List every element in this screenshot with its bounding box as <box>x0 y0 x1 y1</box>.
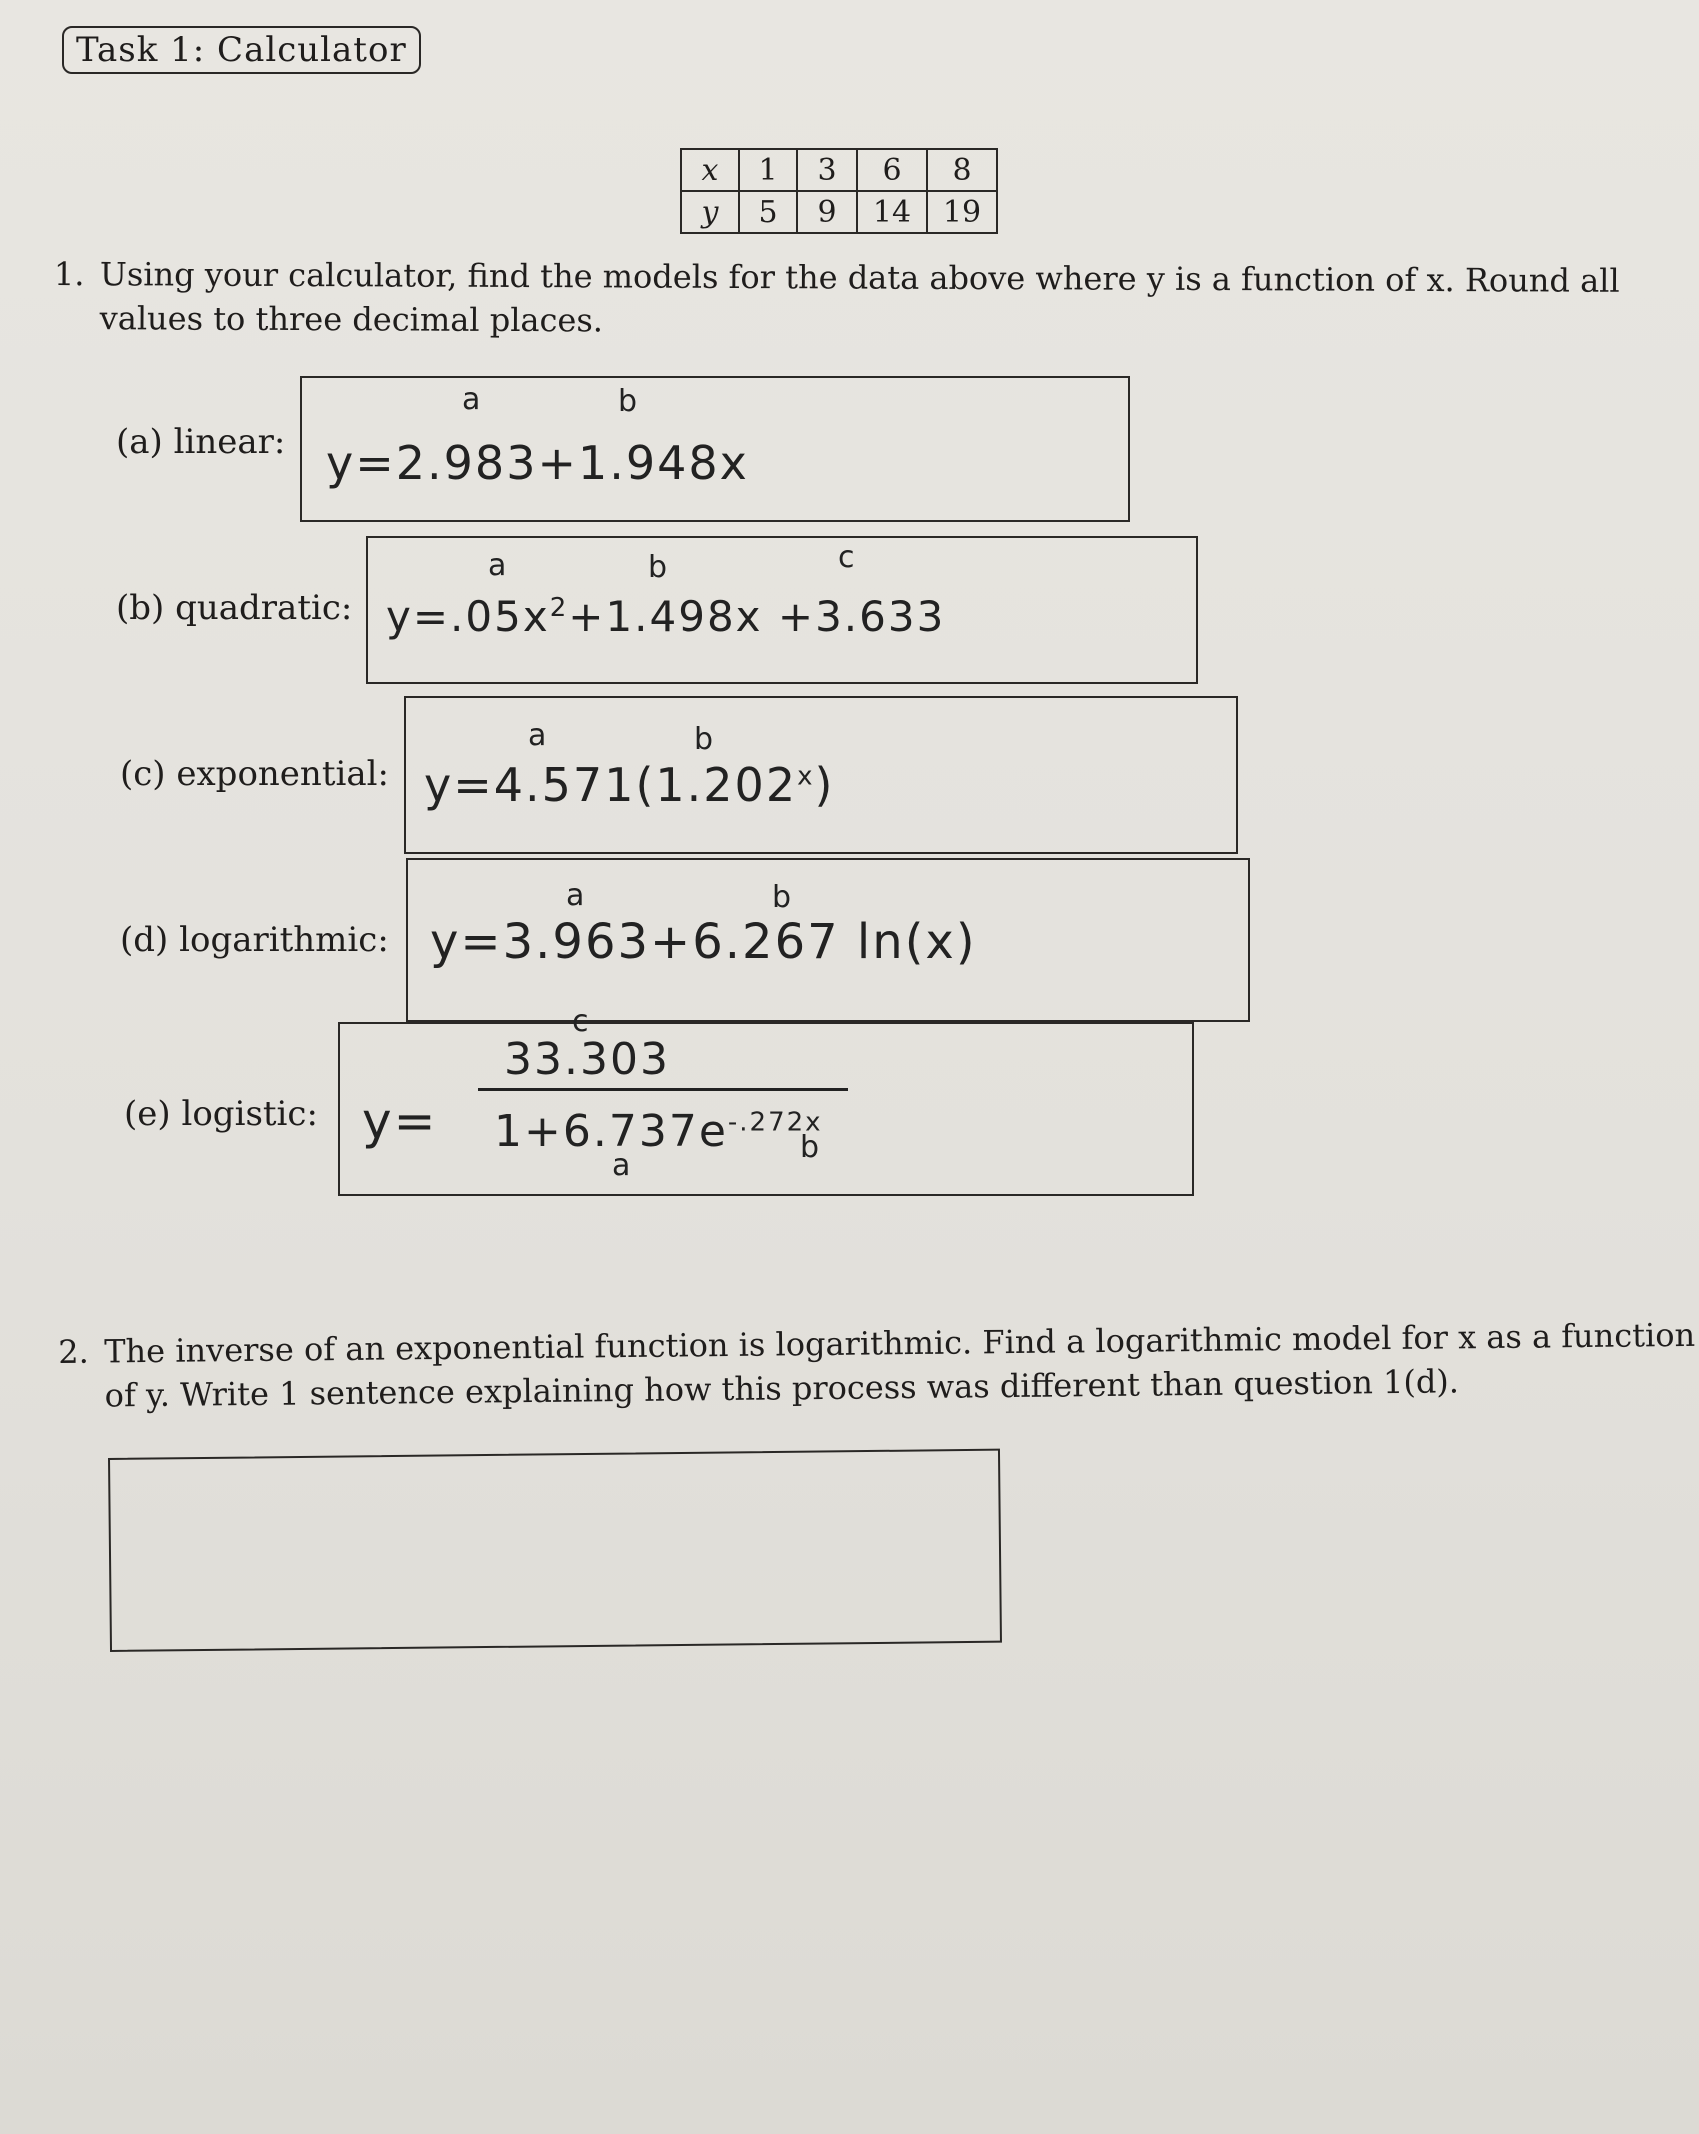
coefficient-mark: b <box>772 880 792 915</box>
coefficient-mark: b <box>800 1130 820 1165</box>
part-e-label: (e) logistic: <box>124 1094 318 1134</box>
question-2-answer-box[interactable] <box>108 1449 1002 1652</box>
coefficient-mark: a <box>566 878 585 913</box>
answer-rest: ) <box>814 758 835 812</box>
answer-main: 1+6.737e <box>494 1106 728 1157</box>
part-c-answer <box>424 758 834 812</box>
coefficient-mark: c <box>838 540 855 575</box>
x-header-cell: x <box>681 149 739 191</box>
question-1 <box>54 252 1654 347</box>
answer-exponent: -.272x <box>727 1107 823 1138</box>
coefficient-mark: a <box>462 382 481 417</box>
question-number: 1. <box>53 254 85 294</box>
answer-rest: +1.498x +3.633 <box>568 592 946 641</box>
table-row <box>681 191 997 233</box>
task-title: Task 1: Calculator <box>62 26 421 74</box>
coefficient-mark: a <box>528 718 547 753</box>
coefficient-mark: b <box>694 722 714 757</box>
coefficient-mark: a <box>612 1148 631 1183</box>
question-text: Using your calculator, find the models for the data above where y is a function of x. Round all values to three decimal places. <box>99 255 1620 340</box>
x-cell: 6 <box>857 149 927 191</box>
question-2 <box>58 1313 1699 1418</box>
fraction-bar <box>478 1088 848 1091</box>
answer-main: y=.05x <box>386 592 550 641</box>
y-cell: 19 <box>927 191 997 233</box>
part-b-label: (b) quadratic: <box>116 588 353 628</box>
table-row <box>681 149 997 191</box>
coefficient-mark: a <box>488 548 507 583</box>
part-e-denominator <box>494 1106 823 1157</box>
x-cell: 8 <box>927 149 997 191</box>
question-text: The inverse of an exponential function is logarithmic. Find a logarithmic model for x as a function of y. Write 1 sentence explaining how this process was different than question 1(d). <box>104 1315 1696 1415</box>
question-number: 2. <box>58 1332 89 1371</box>
answer-main: y=4.571(1.202 <box>424 758 798 812</box>
y-cell: 14 <box>857 191 927 233</box>
y-header-cell: y <box>681 191 739 233</box>
data-table <box>680 148 998 234</box>
part-e-answer-lhs: y= <box>362 1092 438 1150</box>
y-cell: 5 <box>739 191 797 233</box>
part-c-label: (c) exponential: <box>120 754 389 794</box>
part-b-answer <box>386 592 945 641</box>
x-cell: 1 <box>739 149 797 191</box>
part-a-label: (a) linear: <box>116 422 286 462</box>
coefficient-mark: c <box>572 1004 589 1039</box>
answer-exponent: x <box>797 761 815 792</box>
part-e-numerator: 33.303 <box>504 1034 670 1085</box>
part-d-answer: y=3.963+6.267 ln(x) <box>430 914 977 970</box>
part-d-label: (d) logarithmic: <box>120 920 389 960</box>
coefficient-mark: b <box>618 384 638 419</box>
y-cell: 9 <box>797 191 857 233</box>
coefficient-mark: b <box>648 550 668 585</box>
part-a-answer: y=2.983+1.948x <box>326 436 749 490</box>
answer-exponent: 2 <box>549 593 569 623</box>
x-cell: 3 <box>797 149 857 191</box>
